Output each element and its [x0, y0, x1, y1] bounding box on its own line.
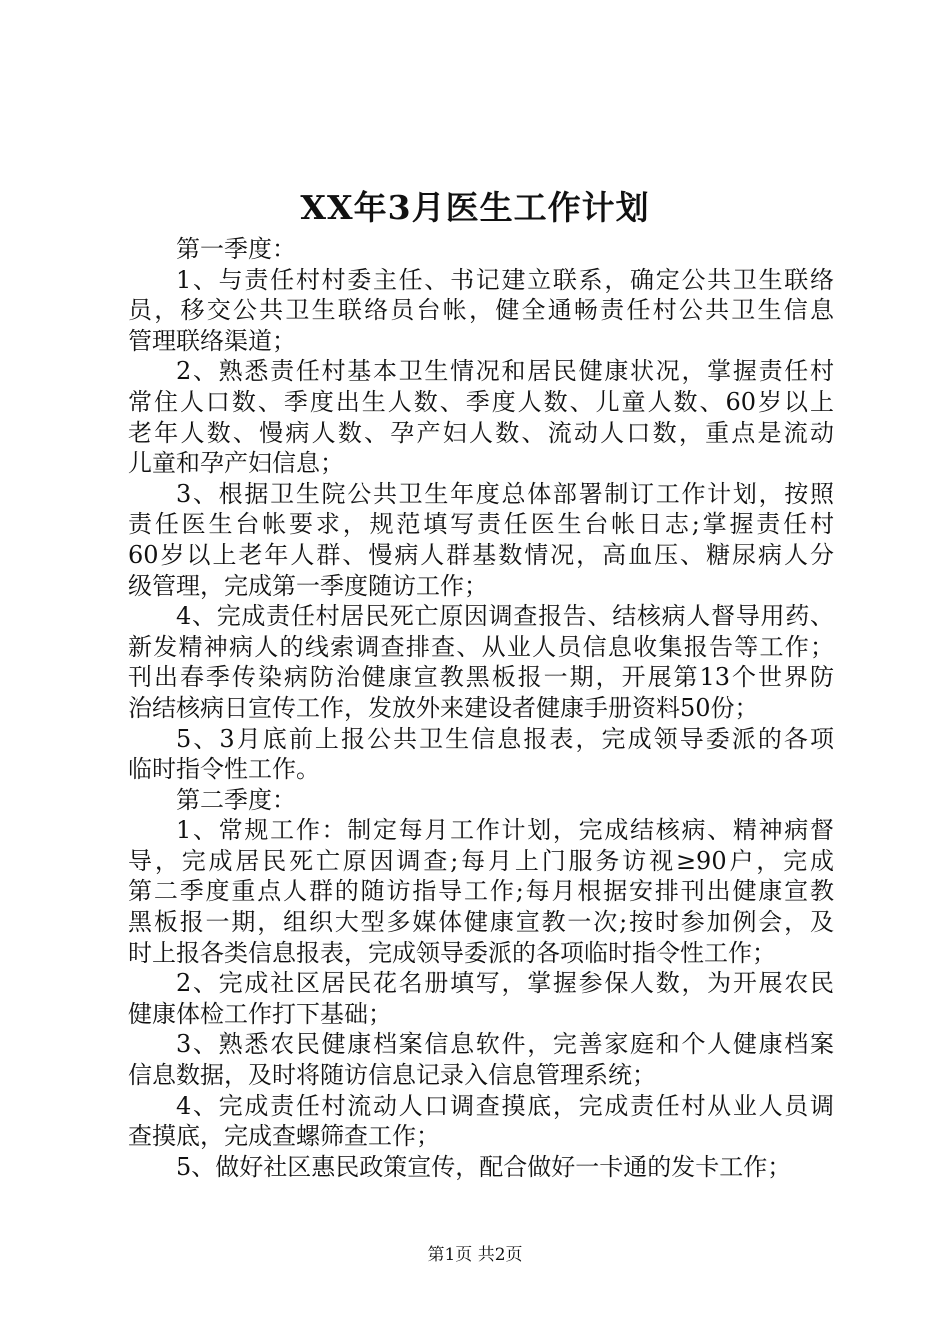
text-line: 治结核病日宣传工作，发放外来建设者健康手册资料50份；	[128, 693, 759, 722]
document-body	[128, 234, 834, 1182]
text-line: 4、完成责任村居民死亡原因调查报告、结核病人督导用药、	[176, 602, 834, 631]
text-line: 3、根据卫生院公共卫生年度总体部署制订工作计划，按照	[176, 479, 834, 508]
text-line: 60岁以上老年人群、慢病人群基数情况，高血压、糖尿病人分	[128, 540, 834, 569]
text-line: 1、与责任村村委主任、书记建立联系，确定公共卫生联络	[176, 265, 834, 294]
text-line: 临时指令性工作。	[128, 755, 320, 784]
text-line: 第一季度：	[176, 235, 296, 263]
text-line: 儿童和孕产妇信息；	[128, 449, 344, 478]
document-title: XX年3月医生工作计划	[300, 188, 650, 227]
text-line: 新发精神病人的线索调查排查、从业人员信息收集报告等工作；	[128, 632, 834, 661]
text-line: 导，完成居民死亡原因调查;每月上门服务访视≥90户，完成	[128, 846, 834, 875]
text-line: 4、完成责任村流动人口调查摸底，完成责任村从业人员调	[176, 1091, 834, 1120]
page-footer: 第1页 共2页	[427, 1245, 523, 1265]
text-line: 信息数据，及时将随访信息记录入信息管理系统；	[128, 1061, 656, 1090]
text-line: 常住人口数、季度出生人数、季度人数、儿童人数、60岁以上	[128, 387, 834, 416]
text-line: 健康体检工作打下基础；	[128, 999, 392, 1028]
text-line: 老年人数、慢病人数、孕产妇人数、流动人口数，重点是流动	[128, 418, 834, 447]
text-line: 级管理，完成第一季度随访工作；	[128, 571, 488, 600]
text-line: 查摸底，完成查螺筛查工作；	[128, 1122, 440, 1151]
text-line: 时上报各类信息报表，完成领导委派的各项临时指令性工作；	[128, 938, 776, 967]
text-line: 5、3月底前上报公共卫生信息报表，完成领导委派的各项	[176, 724, 834, 753]
text-line: 1、常规工作：制定每月工作计划，完成结核病、精神病督	[176, 816, 834, 845]
text-line: 3、熟悉农民健康档案信息软件，完善家庭和个人健康档案	[176, 1030, 834, 1059]
text-line: 2、完成社区居民花名册填写，掌握参保人数，为开展农民	[176, 969, 834, 998]
text-line: 员，移交公共卫生联络员台帐，健全通畅责任村公共卫生信息	[128, 296, 834, 325]
text-line: 责任医生台帐要求，规范填写责任医生台帐日志;掌握责任村	[128, 510, 834, 539]
text-line: 黑板报一期，组织大型多媒体健康宣教一次;按时参加例会，及	[128, 908, 834, 937]
text-line: 第二季度：	[176, 785, 296, 814]
text-line: 2、熟悉责任村基本卫生情况和居民健康状况，掌握责任村	[176, 357, 834, 386]
text-line: 管理联络渠道；	[128, 326, 296, 355]
text-line: 5、做好社区惠民政策宣传，配合做好一卡通的发卡工作；	[176, 1152, 792, 1181]
text-line: 刊出春季传染病防治健康宣教黑板报一期，开展第13个世界防	[128, 663, 834, 692]
text-line: 第二季度重点人群的随访指导工作;每月根据安排刊出健康宣教	[128, 877, 834, 906]
